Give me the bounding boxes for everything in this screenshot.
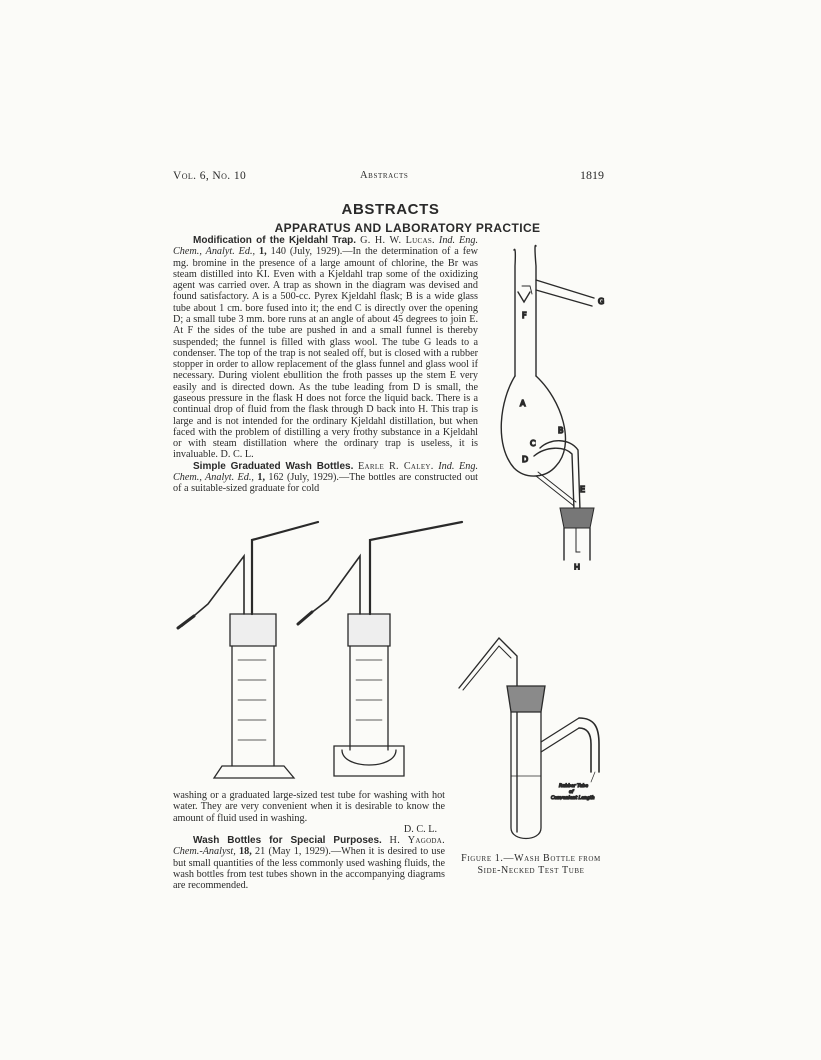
label-a: A <box>520 399 526 408</box>
article-author: Earle R. Caley. <box>358 460 434 472</box>
article-body: 21 (May 1, 1929).—When it is desired to use but small quantities of the less commonly used washing fluids, the wash bottles from test tubes shown in the accompanying diagrams are recommended. <box>173 846 445 892</box>
article-kjeldahl-trap <box>173 235 478 461</box>
article-graduated-wash-bottles <box>173 461 478 495</box>
article-heading: Modification of the Kjeldahl Trap. <box>193 235 357 246</box>
wash-bottle-hot <box>298 522 462 776</box>
label-d: D <box>522 455 529 464</box>
article-author: H. Yagoda. <box>389 835 445 847</box>
article-author: G. H. W. Lucas. <box>360 235 435 246</box>
section-title: APPARATUS AND LABORATORY PRACTICE <box>274 221 541 235</box>
wash-bottle-cold <box>178 522 318 778</box>
running-header-section: Abstracts <box>360 170 409 181</box>
label-f: F <box>522 311 527 320</box>
article-citation-volume: 18, <box>239 846 252 858</box>
label-g: G <box>598 297 605 306</box>
label-h: H <box>574 563 581 570</box>
article-citation-journal: Ind. Eng. Chem., Analyt. Ed., <box>173 460 479 483</box>
label-b: B <box>558 426 564 435</box>
article-heading: Wash Bottles for Special Purposes. <box>193 835 382 847</box>
article-citation-volume: 1, <box>259 246 267 258</box>
article-citation-journal: Ind. Eng. Chem., Analyt. Ed., <box>173 235 479 258</box>
page-number: 1819 <box>580 168 604 182</box>
running-header-volume: Vol. 6, No. 10 <box>173 170 247 182</box>
article-signature: D. C. L. <box>403 823 437 835</box>
article-body: 140 (July, 1929).—In the determination of a few mg. bromine in the presence of a large amount of chlorine, the Br was steam distilled into KI. Even with a Kjeldahl trap some of the oxidizing agent was carried over. A trap as shown in the diagram was devised and found satisfactory. A is a 500-cc. Pyrex Kjeldahl flask; B is a wide glass tube about 1 cm. bore fused into it; the end C is directly over the opening D; a small tube 3 mm. bore runs at an angle of about 45 degrees to join E. At F the sides of the tube are pushed in and a small funnel is thereby suspended; the funnel is filled with glass wool. The tube G leads to a condenser. The top of the trap is not sealed off, but is closed with a rubber stopper in order to allow replacement of the glass funnel and glass wool if necessary. During violent ebullition the froth passes up the stem E very easily and is directed down. As the tube leading from D is small, the gaseous pressure in the flask H does not force the liquid back. There is a continual drop of fluid from the flask through D back into H. This trap is large and is not intended for the ordinary Kjeldahl distillation, but when faced with the problem of distilling a very frothy substance in a Kjeldahl or with steam distillation where the ordinary trap is useless, it is invaluable. D. C. L. <box>173 246 479 461</box>
text-column-upper <box>173 235 478 494</box>
annotation-of: of <box>569 790 574 795</box>
article-heading: Simple Graduated Wash Bottles. <box>193 460 354 472</box>
article-continuation: washing or a graduated large-sized test tube for washing with hot water. They are very convenient when it is desirable to know the amount of fluid used in washing. <box>173 790 445 824</box>
label-e: E <box>580 485 586 494</box>
figure-caption: Figure 1.—Wash Bottle from Side-Necked Test Tube <box>461 853 601 876</box>
graduated-wash-bottles-figure <box>170 520 480 780</box>
article-body: 162 (July, 1929).—The bottles are constructed out of a suitable-sized graduate for cold <box>173 471 479 495</box>
article-special-wash-bottles <box>173 835 445 891</box>
kjeldahl-trap-figure <box>500 240 612 570</box>
article-citation-volume: 1, <box>257 471 265 483</box>
label-c: C <box>530 439 536 448</box>
annotation-length: Convenient Length <box>551 796 595 801</box>
side-neck-wash-bottle-figure <box>455 632 605 848</box>
page-title: ABSTRACTS <box>341 201 440 218</box>
text-column-lower <box>173 790 445 892</box>
annotation-rubber-tube: Rubber Tube <box>559 784 589 789</box>
article-citation-journal: Chem.-Analyst, <box>173 846 236 858</box>
